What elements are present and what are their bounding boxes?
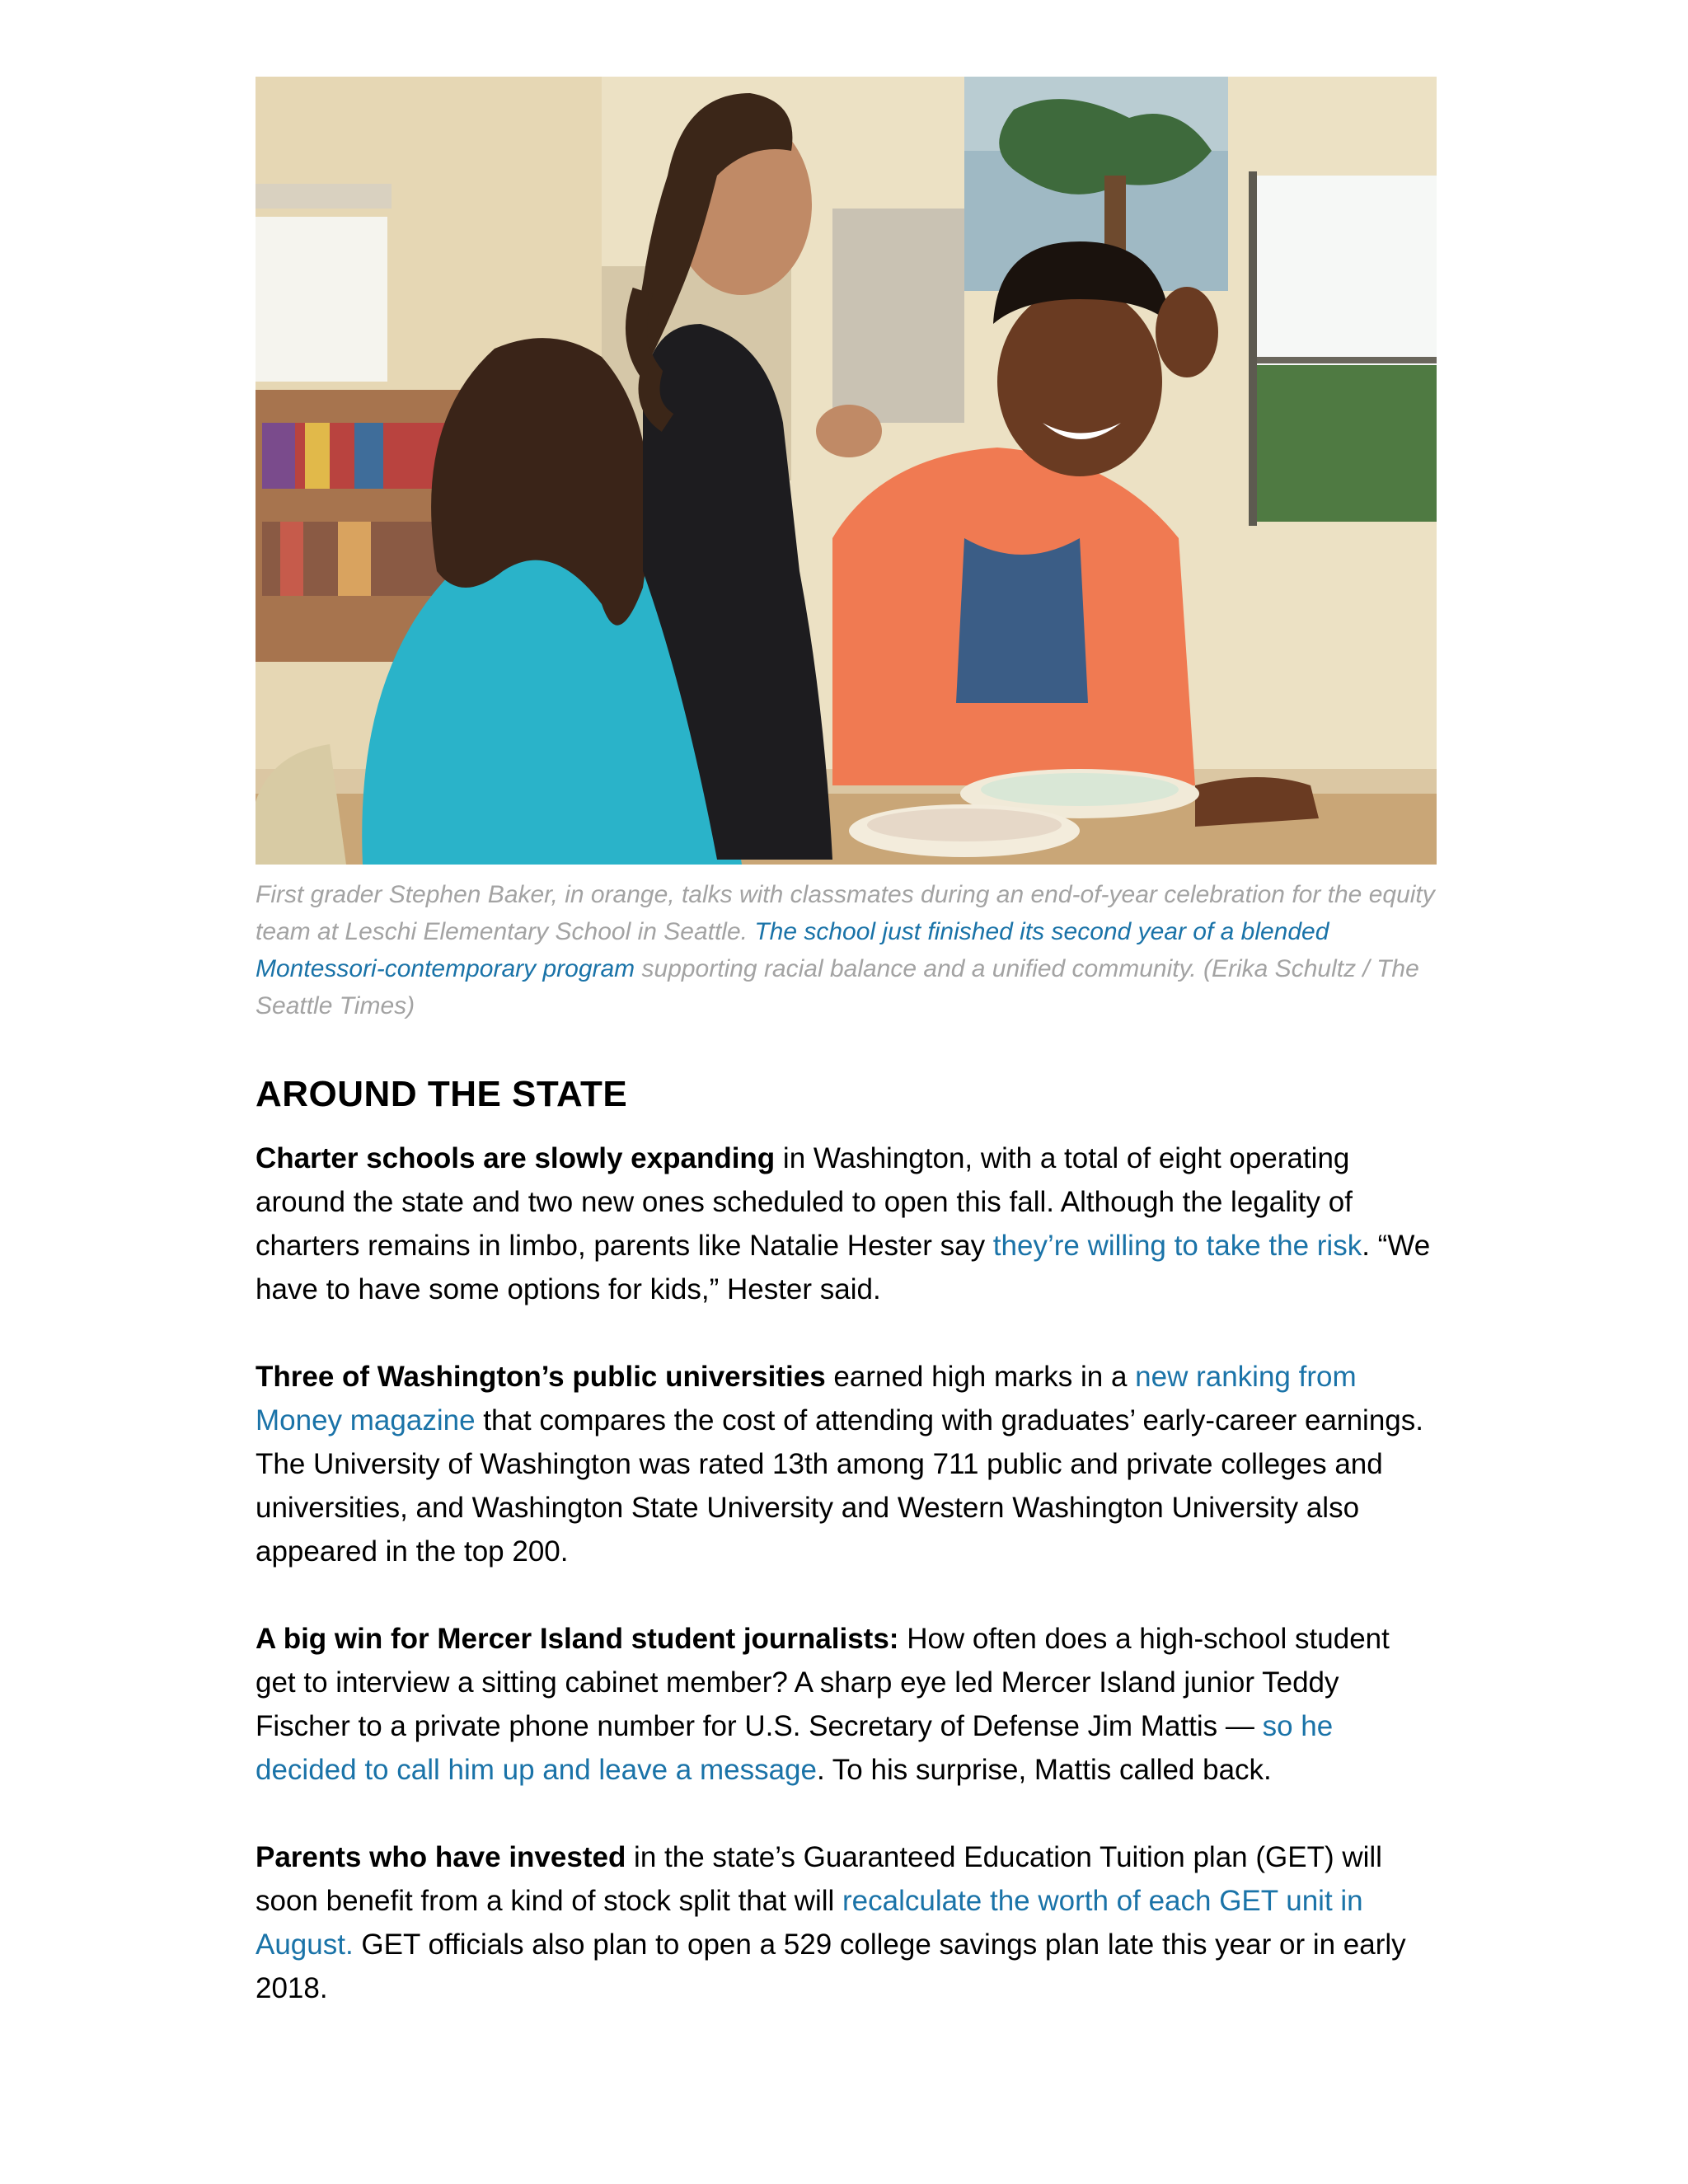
paragraph-charter-schools	[256, 1137, 1437, 1311]
article-photo	[256, 77, 1437, 865]
article-body	[256, 1137, 1437, 2010]
paragraph-text: in the state’s Guaranteed Education Tuition plan (GET) will soon benefit from a kind of stock split that will	[256, 1841, 1382, 1917]
caption-link[interactable]: The school just finished its second year of a blended Montessori-contemporary program	[256, 918, 1329, 982]
paragraph-link[interactable]: they’re willing to take the risk	[992, 1230, 1362, 1262]
paragraph-text: earned high marks in a	[825, 1361, 1136, 1393]
paragraph-text: that compares the cost of attending with graduates’ early-career earnings. The University of Washington was rated 13th among 711 public and private colleges and universities, and Washington State University and Western Washington University also appeared in the top 200.	[256, 1404, 1423, 1568]
paragraph-text: GET officials also plan to open a 529 college savings plan late this year or in early 2018.	[256, 1929, 1406, 2004]
classroom-photo-illustration	[256, 77, 1437, 865]
paragraph-get-plan	[256, 1835, 1437, 2010]
article-content	[256, 77, 1437, 2054]
paragraph-lead: Charter schools are slowly expanding	[256, 1142, 776, 1174]
paragraph-text: . To his surprise, Mattis called back.	[816, 1754, 1272, 1786]
paragraph-student-journalists	[256, 1617, 1437, 1792]
paragraph-lead: Three of Washington’s public universities	[256, 1361, 826, 1393]
section-heading: AROUND THE STATE	[256, 1074, 628, 1114]
paragraph-universities	[256, 1355, 1437, 1573]
paragraph-lead: A big win for Mercer Island student journalists:	[256, 1623, 899, 1655]
caption-text-start: First grader Stephen Baker, in orange, talks with classmates during an end-of-year celebration for the equity team at Leschi Elementary School in Seattle.	[256, 881, 1435, 945]
paragraph-text: in Washington, with a total of eight operating around the state and two new ones scheduled to open this fall. Although the legality of charters remains in limbo, parents like Natalie Hester say	[256, 1142, 1353, 1262]
caption-text-end: supporting racial balance and a unified community. (Erika Schultz / The Seattle Times)	[256, 955, 1419, 1019]
paragraph-text: . “We have to have some options for kids,” Hester said.	[256, 1230, 1431, 1305]
paragraph-link[interactable]: so he decided to call him up and leave a message	[256, 1710, 1334, 1786]
photo-caption	[256, 876, 1437, 1024]
paragraph-link[interactable]: new ranking from Money magazine	[256, 1361, 1357, 1436]
paragraph-link[interactable]: recalculate the worth of each GET unit in August.	[256, 1885, 1363, 1961]
paragraph-text: How often does a high-school student get to interview a sitting cabinet member? A sharp eye led Mercer Island junior Teddy Fischer to a private phone number for U.S. Secretary of Defense Jim Mattis —	[256, 1623, 1390, 1742]
paragraph-lead: Parents who have invested	[256, 1841, 626, 1873]
